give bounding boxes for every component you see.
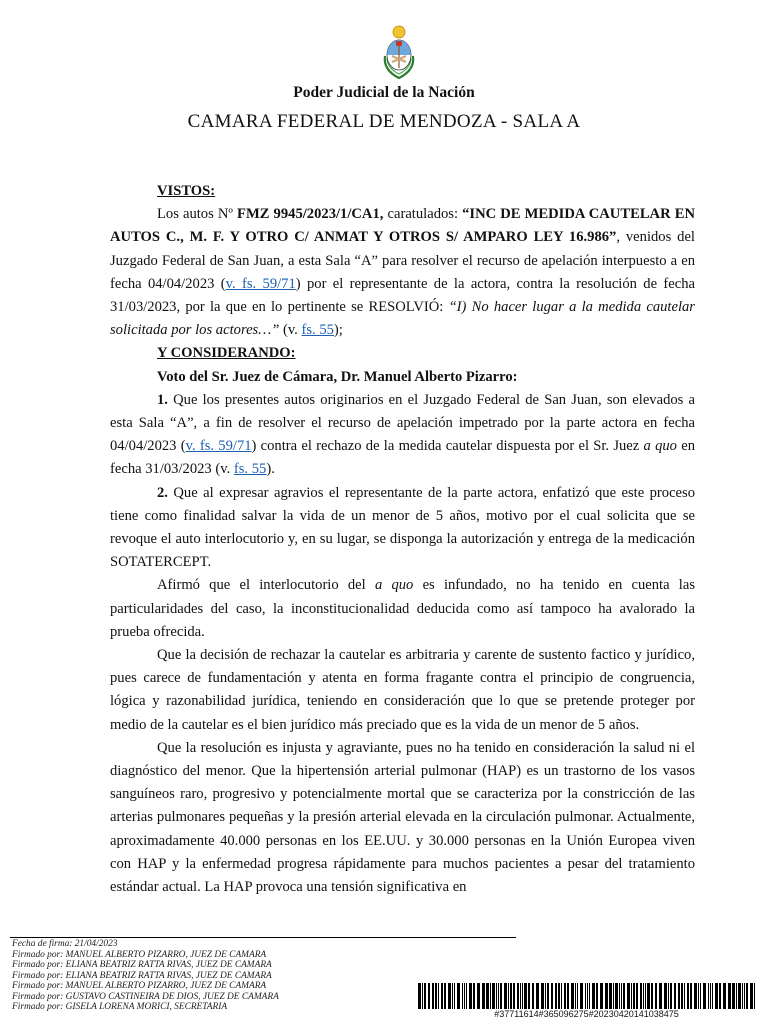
barcode-bar <box>492 983 495 1009</box>
barcode-bar <box>504 983 507 1009</box>
coat-of-arms-icon <box>381 22 417 82</box>
resolution-body <box>110 180 695 899</box>
barcode-bar <box>703 983 706 1009</box>
fs-55-link[interactable]: fs. 55 <box>301 322 334 339</box>
barcode-bar <box>522 983 523 1009</box>
barcode-bar <box>738 983 741 1009</box>
barcode-bar <box>687 983 689 1009</box>
barcode-bar <box>698 983 699 1009</box>
barcode-bar <box>587 983 588 1009</box>
barcode-bar <box>536 983 539 1009</box>
barcode-bar <box>528 983 530 1009</box>
barcode-bar <box>585 983 586 1009</box>
barcode-bar <box>668 983 669 1009</box>
barcode-bar <box>547 983 549 1009</box>
paragraph-decision: Que la decisión de rechazar la cautelar es arbitraria y carente de sustento factico y jurídico, pues carece de fundamentación y atenta en forma fragante contra el principio de congruencia, lógica y razonabilidad jurídica, teniendo en consideración que lo que se pretende proteger por medio de la cautelar es el bien jurídico más preciado que es la vida de un menor de 5 años. <box>110 647 695 733</box>
text: Los autos Nº <box>157 206 238 223</box>
case-number: FMZ 9945/2023/1/CA1, <box>237 206 384 223</box>
barcode-bar <box>482 983 485 1009</box>
text: Que los presentes autos originarios en el Juzgado Federal de San Juan, son elevados a esta Sala “A”, a fin de resolver el recurso de apelación impetrado por la parte actora en fecha 04/04/2023 ( <box>110 391 695 455</box>
barcode-bar <box>613 983 614 1009</box>
barcode-bar <box>659 983 662 1009</box>
signature-block <box>12 939 279 1013</box>
barcode-bar <box>469 983 472 1009</box>
barcode-bar <box>555 983 557 1009</box>
barcode-bar <box>435 983 437 1009</box>
barcode-bar <box>575 983 576 1009</box>
barcode-bar <box>428 983 430 1009</box>
signature-line: Fecha de firma: 21/04/2023 <box>12 939 118 949</box>
barcode-bar <box>623 983 625 1009</box>
text-italic: a quo <box>643 438 677 455</box>
text: ). <box>266 461 275 478</box>
barcode-bar <box>600 983 603 1009</box>
barcode-bar <box>454 983 455 1009</box>
barcode-bar <box>500 983 502 1009</box>
barcode-bar <box>438 983 439 1009</box>
barcode-bar <box>744 983 745 1009</box>
barcode-bar <box>736 983 737 1009</box>
barcode-bar <box>592 983 595 1009</box>
barcode-bar <box>567 983 569 1009</box>
signature-divider <box>10 937 516 938</box>
barcode-bar <box>520 983 521 1009</box>
paragraph-number: 1. <box>157 391 168 408</box>
barcode-bar <box>464 983 465 1009</box>
barcode-bar <box>496 983 497 1009</box>
paragraph-resolucion: Que la resolución es injusta y agraviante, pues no ha tenido en consideración la salud ni el diagnóstico del menor. Que la hipertensión arterial pulmonar (HAP) es un trastorno de los vasos sanguíneos raro, progresivo y potencialmente mortal que se caracteriza por la constricción de las arterias pulmonares pequeñas y la presión arterial elevada en la circulación pulmonar. Actualmente, aproximadamente 40.000 personas en los EE.UU. y 30.000 personas en la Unión Europea viven con HAP y la enfermedad progresa rápidamente para muchos pacientes a pesar del tratamiento estándar actual. La HAP provoca una tensión significativa en <box>110 739 695 896</box>
barcode-bar <box>452 983 453 1009</box>
barcode-bar <box>424 983 426 1009</box>
barcode-bar <box>466 983 467 1009</box>
barcode-bar <box>577 983 578 1009</box>
barcode-bar <box>732 983 735 1009</box>
text: caratulados: <box>383 206 463 223</box>
barcode-bar <box>728 983 731 1009</box>
barcode-bar <box>477 983 480 1009</box>
barcode-bar <box>473 983 475 1009</box>
barcode-bar <box>508 983 509 1009</box>
signature-line: Firmado por: GISELA LORENA MORICI, SECRETARIA <box>12 1002 228 1012</box>
court-name: Poder Judicial de la Nación <box>293 84 475 101</box>
barcode-bar <box>486 983 489 1009</box>
text-italic: a quo <box>374 577 414 594</box>
signature-line: Firmado por: ELIANA BEATRIZ RATTA RIVAS, JUEZ DE CAMARA <box>12 960 272 970</box>
fs-59-71-link[interactable]: v. fs. 59/71 <box>185 438 252 455</box>
fs-59-71-link[interactable]: v. fs. 59/71 <box>225 275 296 292</box>
text: ) contra el rechazo de la medida cautelar dispuesta por el Sr. Juez <box>251 438 644 455</box>
barcode-bar <box>742 983 743 1009</box>
paragraph-vistos <box>110 203 695 342</box>
barcode-bar <box>580 983 583 1009</box>
text: Afirmó que el interlocutorio del <box>157 577 375 594</box>
resolved-quote: “I) No hacer lugar a la medida cautelar solicitada por los actores…” <box>110 299 695 339</box>
signature-line: Firmado por: GUSTAVO CASTINEIRA DE DIOS, JUEZ DE CAMARA <box>12 991 279 1002</box>
text: (v. <box>279 322 302 339</box>
barcode-bar <box>517 983 519 1009</box>
chamber-name: CAMARA FEDERAL DE MENDOZA - SALA A <box>187 111 581 132</box>
barcode-bar <box>694 983 697 1009</box>
barcode-bar <box>655 983 657 1009</box>
case-title: “INC DE MEDIDA CAUTELAR EN AUTOS C., M. F. Y OTRO C/ ANMAT Y OTROS S/ AMPARO LEY 16.986” <box>110 206 695 246</box>
barcode-bar <box>444 983 446 1009</box>
barcode-bar <box>712 983 713 1009</box>
barcode-bar <box>710 983 711 1009</box>
voto-heading: Voto del Sr. Juez de Cámara, Dr. Manuel Alberto Pizarro: <box>157 368 518 385</box>
barcode-bar <box>541 983 544 1009</box>
barcode-bar <box>651 983 653 1009</box>
text: ); <box>333 322 343 339</box>
barcode-bar <box>674 983 676 1009</box>
text: ) por el representante de la actora, contra la resolución de fecha 31/03/2023, por la que en lo pertinente se RESOLVIÓ: <box>110 275 696 316</box>
barcode-text: #37711614#365096275#20230420141038475 <box>494 1009 679 1019</box>
barcode-bar <box>441 983 443 1009</box>
barcode-bar <box>708 983 709 1009</box>
text: Que al expresar agravios el representante de la parte actora, enfatizó que este proceso tiene como finalidad salvar la vida de un menor de 5 años, motivo por el cual solicita que se revoque el auto interlocutorio y, en su lugar, se disponga la autorización y entrega de la medicación SOTATERCEPT. <box>110 484 695 571</box>
barcode-bar <box>754 983 755 1009</box>
text: en fecha 31/03/2023 (v. <box>110 438 695 478</box>
barcode-bar <box>462 983 463 1009</box>
barcode-bar <box>422 983 423 1009</box>
barcode-bar <box>750 983 753 1009</box>
barcode-bar <box>636 983 638 1009</box>
barcode-bar <box>498 983 499 1009</box>
text: , venidos del Juzgado Federal de San Juan, a esta Sala “A” para resolver el recurso de apelación interpuesto a en fecha 04/04/2023 ( <box>110 229 695 292</box>
barcode-bar <box>490 983 491 1009</box>
barcode-bar <box>448 983 451 1009</box>
barcode-bar <box>615 983 618 1009</box>
signature-line: Firmado por: MANUEL ALBERTO PIZARRO, JUEZ DE CAMARA <box>12 949 267 960</box>
barcode-bar <box>621 983 622 1009</box>
text: es infundado, no ha tenido en cuenta las particularidades del caso, la inconstitucionalidad deducida como así tampoco ha avalorado la prueba ofrecida. <box>110 577 696 640</box>
barcode-bar <box>545 983 546 1009</box>
barcode-icon <box>418 983 755 1009</box>
considerando-heading: Y CONSIDERANDO: <box>157 345 296 362</box>
barcode-bar <box>684 983 685 1009</box>
barcode-bar <box>664 983 667 1009</box>
barcode-bar <box>513 983 515 1009</box>
barcode-bar <box>561 983 562 1009</box>
barcode-bar <box>532 983 534 1009</box>
barcode-bar <box>432 983 434 1009</box>
barcode-bar <box>510 983 512 1009</box>
signature-line: Firmado por: MANUEL ALBERTO PIZARRO, JUEZ DE CAMARA <box>12 981 267 991</box>
barcode-bar <box>619 983 620 1009</box>
signature-line: Firmado por: ELIANA BEATRIZ RATTA RIVAS, JUEZ DE CAMARA <box>12 970 272 981</box>
barcode-bar <box>681 983 683 1009</box>
barcode-bar <box>640 983 642 1009</box>
barcode-bar <box>609 983 612 1009</box>
barcode-bar <box>723 983 726 1009</box>
barcode-bar <box>457 983 460 1009</box>
barcode-bar <box>551 983 553 1009</box>
paragraph-2 <box>110 482 695 575</box>
barcode-bar <box>647 983 650 1009</box>
paragraph-number: 2. <box>157 484 168 501</box>
barcode-bar <box>596 983 598 1009</box>
vistos-heading: VISTOS: <box>157 183 216 199</box>
barcode-bar <box>700 983 701 1009</box>
barcode-bar <box>633 983 635 1009</box>
barcode-bar <box>418 983 421 1009</box>
barcode-bar <box>564 983 566 1009</box>
barcode-bar <box>605 983 608 1009</box>
barcode-bar <box>670 983 672 1009</box>
barcode-bar <box>715 983 718 1009</box>
barcode-bar <box>690 983 692 1009</box>
barcode-bar <box>678 983 680 1009</box>
barcode-bar <box>571 983 574 1009</box>
barcode-bar <box>589 983 590 1009</box>
barcode-bar <box>627 983 630 1009</box>
barcode-bar <box>631 983 632 1009</box>
barcode-bar <box>746 983 748 1009</box>
barcode-bar <box>643 983 644 1009</box>
fs-55-link[interactable]: fs. 55 <box>233 461 267 478</box>
paragraph-afirmo <box>110 574 695 644</box>
paragraph-1 <box>110 389 695 482</box>
barcode-bar <box>645 983 646 1009</box>
barcode-bar <box>719 983 721 1009</box>
barcode-bar <box>558 983 560 1009</box>
barcode-bar <box>524 983 527 1009</box>
